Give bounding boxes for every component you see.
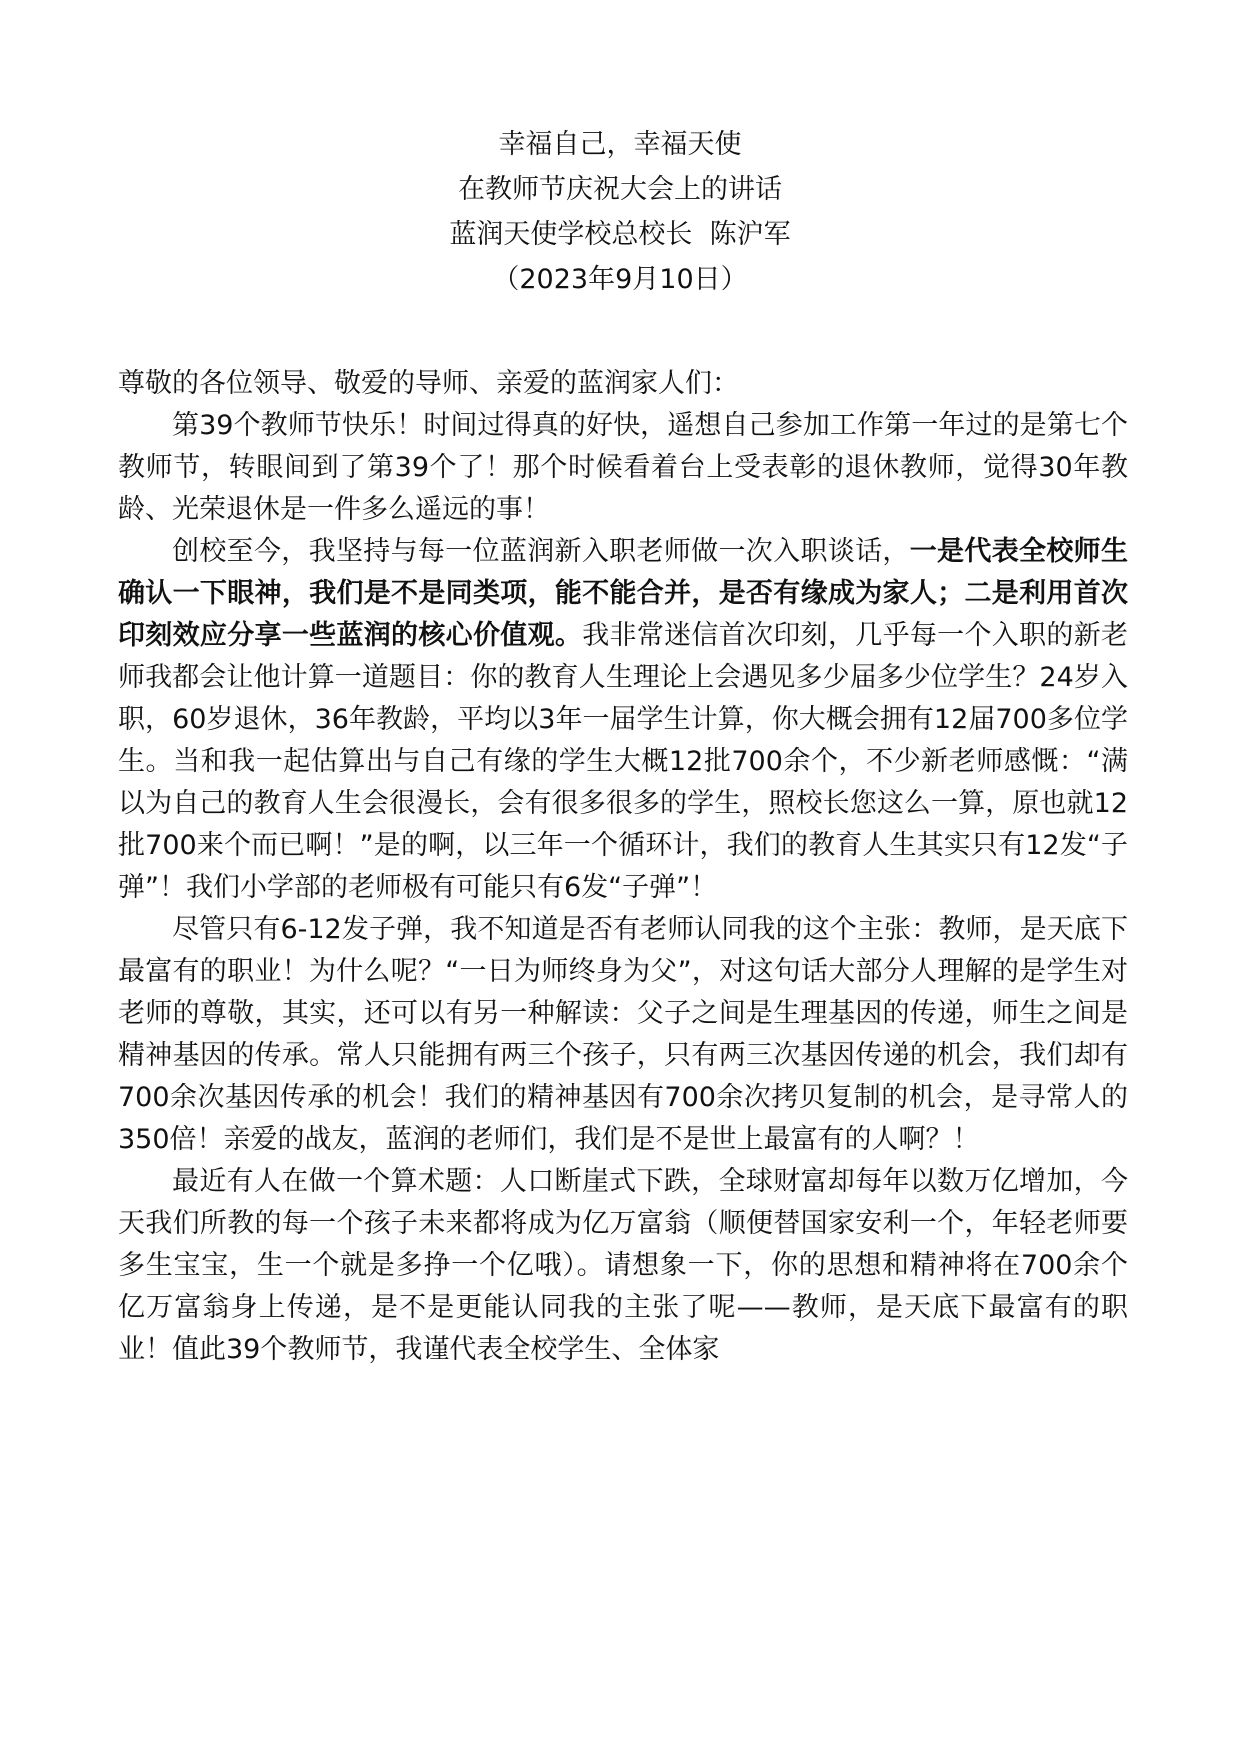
- paragraph-2: [118, 531, 1128, 909]
- speech-subtitle: 在教师节庆祝大会上的讲话: [458, 174, 782, 205]
- speech-date: （2023年9月10日）: [492, 264, 748, 295]
- paragraph-4: 最近有人在做一个算术题：人口断崖式下跌，全球财富却每年以数万亿增加，今天我们所教的每一个孩子未来都将成为亿万富翁（顺便替国家安利一个，年轻老师要多生宝宝，生一个就是多挣一个亿哦）。请想象一下，你的思想和精神将在700余个亿万富翁身上传递，是不是更能认同我的主张了呢——教师，是天底下最富有的职业！值此39个教师节，我谨代表全校学生、全体家: [118, 1166, 1128, 1365]
- speech-body: [118, 363, 1128, 1371]
- paragraph-1: 第39个教师节快乐！时间过得真的好快，遥想自己参加工作第一年过的是第七个教师节，转眼间到了第39个了！那个时候看着台上受表彰的退休教师，觉得30年教龄、光荣退休是一件多么遥远的事！: [118, 410, 1128, 525]
- speech-title: 幸福自己，幸福天使: [498, 129, 742, 160]
- paragraph-2-lead: 创校至今，我坚持与每一位蓝润新入职老师做一次入职谈话，: [172, 536, 910, 567]
- speaker-line: 蓝润天使学校总校长 陈沪军: [449, 219, 791, 250]
- paragraph-2-rest: 我非常迷信首次印刻，几乎每一个入职的新老师我都会让他计算一道题目：你的教育人生理论上会遇见多少届多少位学生？24岁入职，60岁退休，36年教龄，平均以3年一届学生计算，你大概会拥有12届700多位学生。当和我一起估算出与自己有缘的学生大概12批700余个，不少新老师感慨：“满以为自己的教育人生会很漫长，会有很多很多的学生，照校长您这么一算，原也就12批700来个而已啊！”是的啊，以三年一个循环计，我们的教育人生其实只有12发“子弹”！我们小学部的老师极有可能只有6发“子弹”！: [118, 620, 1129, 903]
- speech-header: [0, 122, 1240, 302]
- salutation: 尊敬的各位领导、敬爱的导师、亲爱的蓝润家人们：: [118, 368, 739, 399]
- paragraph-2-bold: 一是代表全校师生确认一下眼神，我们是不是同类项，能不能合并，是否有缘成为家人；二是利用首次印刻效应分享一些蓝润的核心价值观。: [118, 536, 1128, 651]
- paragraph-3: 尽管只有6-12发子弹，我不知道是否有老师认同我的这个主张：教师，是天底下最富有的职业！为什么呢？“一日为师终身为父”，对这句话大部分人理解的是学生对老师的尊敬，其实，还可以有另一种解读：父子之间是生理基因的传递，师生之间是精神基因的传承。常人只能拥有两三个孩子，只有两三次基因传递的机会，我们却有700余次基因传承的机会！我们的精神基因有700余次拷贝复制的机会，是寻常人的350倍！亲爱的战友，蓝润的老师们，我们是不是世上最富有的人啊？！: [118, 914, 1128, 1155]
